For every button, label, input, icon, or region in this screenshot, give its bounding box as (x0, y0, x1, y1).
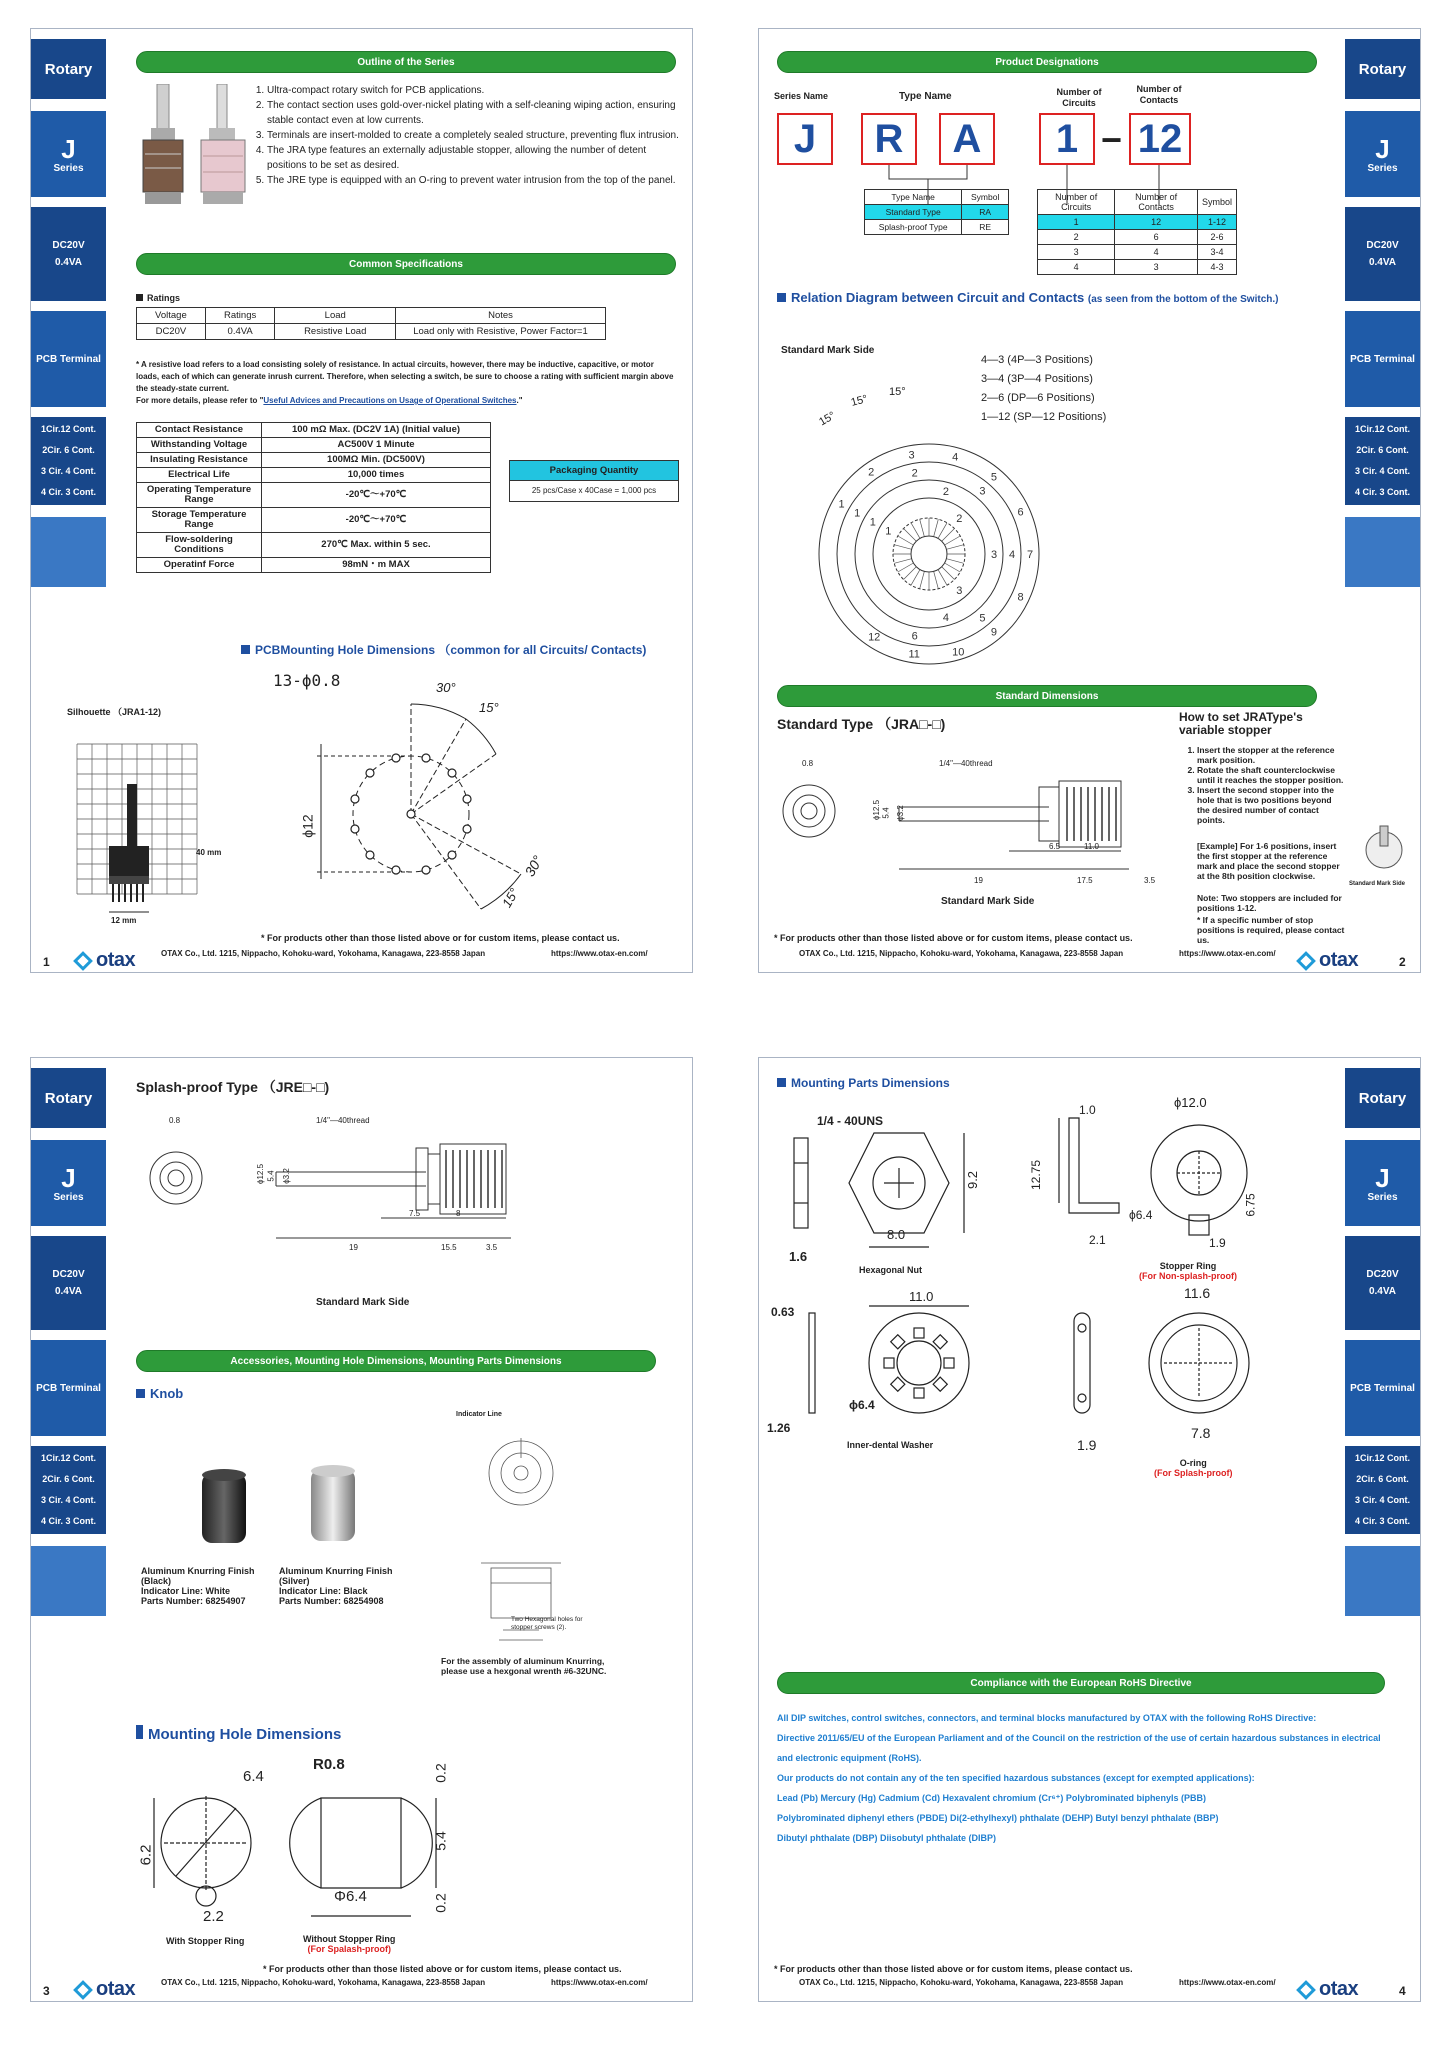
table-cell: 1 (1038, 215, 1115, 230)
dim-label: 11.0 (909, 1289, 934, 1304)
legend-item: 3—4 (3P—4 Positions) (981, 373, 1093, 385)
spec-value: 100 mΩ Max. (DC2V 1A) (Initial value) (262, 423, 491, 438)
outline-item: 2. The contact section uses gold-over-nickel plating with a self-cleaning wiping action, ensuring stable contact even at low currents. (267, 98, 681, 128)
svg-text:4: 4 (942, 611, 949, 624)
dim-label: ϕ3.2 (281, 1168, 291, 1184)
dim-label: 1/4 - 40UNS (817, 1114, 884, 1128)
svg-text:10: 10 (952, 646, 965, 659)
page-3 (30, 1057, 693, 2002)
svg-text:1: 1 (838, 498, 845, 511)
dim-label: 6.4 (243, 1768, 264, 1785)
table-header: Number of Circuits (1038, 190, 1115, 215)
dim-label: 1.9 (1209, 1236, 1226, 1250)
dim-label: 8 (456, 1209, 461, 1218)
svg-text:7: 7 (1027, 549, 1034, 561)
otax-logo[interactable]: otax (76, 1978, 135, 2001)
stopper-step: 1. Insert the stopper at the reference mark position. (1197, 745, 1346, 765)
spec-value: -20℃～+70℃ (262, 483, 491, 508)
company-address: OTAX Co., Ltd. 1215, Nippacho, Kohoku-ward, Yokohama, Kanagawa, 223-8558 Japan (799, 949, 1124, 958)
side-tab-empty[interactable] (31, 1546, 106, 1616)
dim-label: 0.63 (771, 1305, 795, 1319)
dim-label: 0.8 (802, 759, 814, 768)
ratings-label: Ratings (136, 291, 180, 305)
svg-text:1: 1 (885, 525, 892, 538)
dim-label: Φ6.4 (334, 1888, 367, 1905)
splash-type-label: Splash-proof Type （JRE□-□) (136, 1079, 330, 1095)
side-tab-terminal[interactable]: PCB Terminal (1345, 1340, 1420, 1436)
otax-logo[interactable]: otax (1299, 1978, 1358, 2001)
stopper-example: [Example] For 1-6 positions, insert the first stopper at the reference mark and place the second stopper at the 8th position clockwise. (1197, 841, 1340, 881)
table-header: Ratings (205, 308, 275, 324)
dim-label: 15.5 (441, 1243, 457, 1252)
page-4 (758, 1057, 1421, 2002)
dim-label: 5.4 (881, 807, 891, 819)
company-url[interactable]: https://www.otax-en.com/ (1179, 1978, 1276, 1987)
company-url[interactable]: https://www.otax-en.com/ (1179, 949, 1276, 958)
legend-item: 4—3 (4P—3 Positions) (981, 354, 1093, 366)
table-cell: 4 (1038, 260, 1115, 275)
table-cell: Resistive Load (275, 324, 396, 340)
dim-angle: 15° (479, 700, 499, 715)
dim-label: 19 (974, 876, 983, 885)
spec-label: Withstanding Voltage (137, 438, 262, 453)
with-stopper-label: With Stopper Ring (166, 1936, 245, 1946)
stopper-step: 2. Rotate the shaft counterclockwise until it reaches the stopper position. (1197, 765, 1346, 785)
dim-label: 11.6 (1184, 1285, 1211, 1301)
knob-photos (176, 1463, 376, 1553)
dim-label: 1/4"—40thread (939, 759, 993, 768)
oring-drawing (1049, 1298, 1279, 1428)
stopper-step: 3. Insert the second stopper into the hole that is two positions beyond the desired number of contact points. (1197, 785, 1346, 825)
company-address: OTAX Co., Ltd. 1215, Nippacho, Kohoku-ward, Yokohama, Kanagawa, 223-8558 Japan (799, 1978, 1124, 1987)
table-header: Symbol (962, 190, 1009, 205)
col-contacts-label: Number of Contacts (1136, 84, 1182, 105)
dim-label: 2.1 (1089, 1233, 1106, 1247)
packaging-box (509, 460, 679, 502)
table-cell: RA (962, 205, 1009, 220)
custom-note: * For products other than those listed above or for custom items, please contact us. (261, 933, 620, 943)
table-header: Notes (396, 308, 606, 324)
logo-mark-icon (1296, 1980, 1316, 2000)
table-row (137, 558, 491, 573)
spec-label: Operatinf Force (137, 558, 262, 573)
col-series-label: Series Name (774, 91, 829, 101)
legend-item: 2—6 (DP—6 Positions) (981, 392, 1095, 404)
svg-text:3: 3 (991, 549, 998, 561)
dim-label: 1.26 (767, 1421, 791, 1435)
side-tab-empty[interactable] (1345, 517, 1420, 587)
stopper-ring-drawing (1049, 1103, 1279, 1253)
angle-label: 15° (889, 386, 906, 398)
hex-nut-label: Hexagonal Nut (859, 1265, 923, 1275)
stopper-title: How to set JRAType's variable stopper (1179, 710, 1303, 737)
dim-label: 11.0 (1084, 842, 1099, 851)
dim-label: 19 (349, 1243, 358, 1252)
svg-text:2: 2 (942, 486, 949, 499)
dim-label: 7.5 (409, 1209, 421, 1218)
mounting-hole-drawing (146, 1768, 466, 1938)
side-tab-voltage[interactable]: DC20V 0.4VA (31, 1236, 106, 1330)
dim-label: 6.2 (137, 1844, 155, 1866)
table-header: Load (275, 308, 396, 324)
angle-label: 15° (849, 393, 869, 409)
dim-label: ϕ6.4 (849, 1398, 875, 1412)
dim-label: 17.5 (1077, 876, 1093, 885)
std-dim-title: Standard Dimensions (777, 685, 1317, 707)
table-cell: 4 (1115, 245, 1198, 260)
table-cell: Standard Type (865, 205, 962, 220)
dim-holes: 13-ϕ0.8 (273, 671, 341, 690)
svg-text:1: 1 (869, 516, 876, 529)
table-cell: 3 (1038, 245, 1115, 260)
table-header: Voltage (137, 308, 206, 324)
table-header: Number of Contacts (1115, 190, 1198, 215)
table-header: Symbol (1197, 190, 1236, 215)
washer-drawing (779, 1298, 1009, 1428)
spec-label: Storage Temperature Range (137, 508, 262, 533)
side-tab-rotary[interactable]: Rotary (1345, 1068, 1420, 1128)
custom-note: * For products other than those listed above or for custom items, please contact us. (774, 1964, 1133, 1974)
dim-label: R0.8 (313, 1756, 345, 1773)
dim-label: 6.75 (1243, 1193, 1258, 1217)
dim-label: 3.5 (1144, 876, 1156, 885)
std-mark-small: Standard Mark Side (1349, 881, 1406, 887)
designation-title: Product Designations (777, 51, 1317, 73)
outline-list (251, 83, 681, 188)
svg-text:11: 11 (908, 648, 920, 661)
svg-text:4: 4 (1009, 549, 1016, 561)
stopper-note-2: * If a specific number of stop positions is required, please contact us. (1197, 915, 1345, 945)
svg-text:2: 2 (868, 466, 875, 479)
designation-box-series: J (777, 113, 833, 165)
spec-label: Flow-soldering Conditions (137, 533, 262, 558)
otax-logo[interactable]: otax (1299, 949, 1358, 972)
dim-label: 5.4 (266, 1170, 276, 1182)
dim-label: 0.2 (432, 1893, 449, 1913)
side-tab-circuits[interactable]: 1Cir.12 Cont. 2Cir. 6 Cont. 3 Cir. 4 Cont. 4 Cir. 3 Cont. (1345, 1446, 1420, 1534)
spec-label: Operating Temperature Range (137, 483, 262, 508)
company-url[interactable]: https://www.otax-en.com/ (551, 949, 648, 958)
side-tab-series[interactable]: J Series (31, 111, 106, 197)
mounting-parts-title: Mounting Parts Dimensions (777, 1076, 950, 1090)
svg-text:5: 5 (979, 612, 986, 625)
spec-label: Insulating Resistance (137, 453, 262, 468)
outline-item: 1. Ultra-compact rotary switch for PCB applications. (267, 83, 681, 98)
table-cell: DC20V (137, 324, 206, 340)
table-cell: 3-4 (1197, 245, 1236, 260)
dim-label: ϕ12.0 (1174, 1095, 1207, 1110)
table-cell: 3 (1115, 260, 1198, 275)
side-tab-series[interactable]: J Series (1345, 111, 1420, 197)
otax-logo[interactable]: otax (76, 949, 135, 972)
logo-mark-icon (1296, 951, 1316, 971)
page-number: 1 (43, 955, 50, 969)
outline-item: 5. The JRE type is equipped with an O-ring to prevent water intrusion from the top of the panel. (267, 173, 681, 188)
dim-label: 3.5 (486, 1243, 498, 1252)
dim-angle: 30° (521, 852, 546, 880)
designation-box-contacts: 12 (1129, 113, 1191, 165)
svg-text:5: 5 (990, 471, 998, 484)
table-cell: 2 (1038, 230, 1115, 245)
side-tab-voltage[interactable]: DC20V 0.4VA (31, 207, 106, 301)
dim-label: ϕ12.5 (872, 799, 882, 821)
std-mark-caption: Standard Mark Side (941, 896, 1035, 907)
side-tab-terminal[interactable]: PCB Terminal (31, 311, 106, 407)
accessories-title: Accessories, Mounting Hole Dimensions, Mounting Parts Dimensions (136, 1350, 656, 1372)
dim-label: 1.9 (1077, 1437, 1097, 1453)
standard-dim-drawing (779, 759, 1159, 899)
side-tab-circuits[interactable]: 1Cir.12 Cont. 2Cir. 6 Cont. 3 Cir. 4 Cont. 4 Cir. 3 Cont. (31, 1446, 106, 1534)
dim-label: 8.0 (887, 1227, 906, 1242)
dim-angle: 15° (498, 885, 522, 911)
col-type-label: Type Name (899, 91, 952, 102)
svg-text:2: 2 (911, 467, 918, 480)
side-tab-terminal[interactable]: PCB Terminal (31, 1340, 106, 1436)
circuit-table (1037, 189, 1237, 275)
dim-label: 12.75 (1029, 1159, 1044, 1191)
spec-label: Electrical Life (137, 468, 262, 483)
outline-title: Outline of the Series (136, 51, 676, 73)
svg-text:1: 1 (854, 507, 861, 520)
table-cell: Load only with Resistive, Power Factor=1 (396, 324, 606, 340)
dim-label: 0.8 (169, 1116, 181, 1125)
dim-label: 6.5 (1049, 842, 1061, 851)
dim-40mm: 40 mm (196, 848, 222, 857)
indicator-line-label: Indicator Line (456, 1411, 502, 1418)
hex-holes-note: Two Hexagonal holes for stopper screws (2). (511, 1616, 583, 1631)
table-row (137, 453, 491, 468)
mounting-hole-title: Mounting Hole Dimensions (136, 1725, 341, 1743)
angle-label: 15° (817, 409, 838, 429)
dim-label: 7.8 (1191, 1425, 1211, 1441)
silhouette-grid (67, 734, 227, 924)
silhouette-label: Silhouette （JRA1-12) (67, 707, 162, 717)
stopper-ring-label: Stopper Ring (For Non-splash-proof) (1139, 1261, 1237, 1281)
designation-box-circuits: 1 (1039, 113, 1095, 165)
page-number: 2 (1399, 955, 1406, 969)
knob-silver-desc: Aluminum Knurring Finish (Silver) Indicator Line: Black Parts Number: 68254908 (279, 1566, 393, 1606)
page-number: 3 (43, 1984, 50, 1998)
type-table (864, 189, 1009, 235)
svg-text:8: 8 (1017, 591, 1024, 604)
knob-black-desc: Aluminum Knurring Finish (Black) Indicator Line: White Parts Number: 68254907 (141, 1566, 255, 1606)
page-number: 4 (1399, 1984, 1406, 1998)
svg-text:12: 12 (868, 631, 881, 644)
relation-diagram (799, 399, 1059, 699)
page-1 (30, 28, 693, 973)
dim-label: 9.2 (965, 1170, 981, 1190)
table-cell: 2-6 (1197, 230, 1236, 245)
outline-item: 4. The JRA type features an externally adjustable stopper, allowing the number of detent positions to be set as desired. (267, 143, 681, 173)
stopper-note: Note: Two stoppers are included for positions 1-12. (1197, 893, 1342, 913)
spec-label: Contact Resistance (137, 423, 262, 438)
side-tab-voltage[interactable]: DC20V 0.4VA (1345, 1236, 1420, 1330)
spec-table (136, 422, 491, 573)
table-row (137, 533, 491, 558)
side-tab-terminal[interactable]: PCB Terminal (1345, 311, 1420, 407)
table-cell: 4-3 (1197, 260, 1236, 275)
spec-value: -20℃～+70℃ (262, 508, 491, 533)
dim-label: 2.2 (203, 1908, 224, 1925)
packaging-value: 25 pcs/Case x 40Case = 1,000 pcs (531, 486, 657, 495)
custom-note: * For products other than those listed above or for custom items, please contact us. (774, 933, 1133, 943)
table-row (137, 438, 491, 453)
oring-label: O-ring (For Splash-proof) (1154, 1458, 1233, 1478)
without-stopper-label: Without Stopper Ring (For Spalash-proof) (303, 1934, 396, 1954)
washer-label: Inner-dental Washer (847, 1440, 934, 1450)
svg-text:3: 3 (908, 449, 915, 462)
dim-label: ϕ12.5 (256, 1163, 266, 1185)
hole-dim-title: PCBMounting Hole Dimensions （common for all Circuits/ Contacts) (241, 641, 646, 658)
resistive-note: * A resistive load refers to a load consisting solely of resistance. In actual circuits, however, there may be inductive, capacitive, or motor loads, each of which can generate inrush current. Therefore, when selecting a switch, be sure to choose a rating with sufficient margin above the steady-state current. (136, 360, 674, 393)
custom-note: * For products other than those listed above or for custom items, please contact us. (263, 1964, 622, 1974)
legend-item: 1—12 (SP—12 Positions) (981, 411, 1107, 423)
designation-box-type2: A (939, 113, 995, 165)
spec-value: 98mN・m MAX (262, 558, 491, 573)
side-tab-series[interactable]: J Series (31, 1140, 106, 1226)
svg-text:3: 3 (979, 485, 986, 498)
table-cell: Splash-proof Type (865, 220, 962, 235)
stopper-illustration (1354, 824, 1414, 874)
side-tab-empty[interactable] (31, 517, 106, 587)
svg-text:2: 2 (956, 512, 963, 525)
table-cell: 6 (1115, 230, 1198, 245)
side-tab-empty[interactable] (1345, 1546, 1420, 1616)
packaging-title: Packaging Quantity (510, 461, 678, 481)
table-row (137, 483, 491, 508)
designation-box-type1: R (861, 113, 917, 165)
dim-label: 1.0 (1079, 1103, 1096, 1117)
designation-dash: − (1101, 119, 1123, 160)
logo-mark-icon (73, 951, 93, 971)
rohs-title: Compliance with the European RoHS Directive (777, 1672, 1385, 1694)
spec-value: 270℃ Max. within 5 sec. (262, 533, 491, 558)
assembly-note: For the assembly of aluminum Knurring, please use a hexgonal wrenth #6-32UNC. (441, 1656, 607, 1676)
svg-text:6: 6 (911, 630, 918, 643)
col-circuits-label: Number of Circuits (1056, 87, 1102, 108)
side-tab-series[interactable]: J Series (1345, 1140, 1420, 1226)
svg-text:4: 4 (952, 451, 959, 464)
table-header: Type Name (865, 190, 962, 205)
dim-label: 0.2 (432, 1763, 449, 1783)
table-cell: 0.4VA (205, 324, 275, 340)
dim-label: ϕ6.4 (1129, 1208, 1153, 1222)
spec-value: 10,000 times (262, 468, 491, 483)
std-type-label: Standard Type （JRA□-□) (777, 716, 946, 732)
stopper-steps (1181, 745, 1346, 825)
table-cell: 12 (1115, 215, 1198, 230)
svg-text:3: 3 (956, 585, 963, 598)
company-address: OTAX Co., Ltd. 1215, Nippacho, Kohoku-ward, Yokohama, Kanagawa, 223-8558 Japan (161, 949, 486, 958)
company-url[interactable]: https://www.otax-en.com/ (551, 1978, 648, 1987)
std-mark-caption: Standard Mark Side (316, 1297, 410, 1308)
company-address: OTAX Co., Ltd. 1215, Nippacho, Kohoku-ward, Yokohama, Kanagawa, 223-8558 Japan (161, 1978, 486, 1987)
dim-angle: 30° (436, 680, 456, 695)
dim-12mm: 12 mm (111, 916, 137, 925)
rohs-text: All DIP switches, control switches, connectors, and terminal blocks manufactured by OTAX with the following RoHS Directive: Directive 2011/65/EU of the European Parliament and of the Council on the restriction of the use of certain hazardous substances in electrical and electronic equipment (RoHS). Our products do not contain any of the ten specified hazardous substances (except for exempted applications): Lead (Pb) Mercury (Hg) Cadmium (Cd) Hexavalent chromium (Cr⁶⁺) Polybrominated biphenyls (PBB) Polybrominated diphenyl ethers (PBDE) Di(2-ethylhexyl) phthalate (DEHP) Butyl benzyl phthalate (BBP) Dibutyl phthalate (DBP) Diisobutyl phthalate (DIBP) (777, 1713, 1381, 1843)
side-tab-voltage[interactable]: DC20V 0.4VA (1345, 207, 1420, 301)
dim-label: 5.4 (432, 1831, 449, 1851)
svg-text:6: 6 (1017, 506, 1024, 519)
spec-value: 100MΩ Min. (DC500V) (262, 453, 491, 468)
table-row (137, 468, 491, 483)
spec-value: AC500V 1 Minute (262, 438, 491, 453)
outline-item: 3. Terminals are insert-molded to create a completely sealed structure, preventing flux intrusion. (267, 128, 681, 143)
ratings-table (136, 307, 606, 340)
page-2 (758, 28, 1421, 973)
side-tab-circuits[interactable]: 1Cir.12 Cont. 2Cir. 6 Cont. 3 Cir. 4 Cont. 4 Cir. 3 Cont. (31, 417, 106, 505)
details-note: For more details, please refer to "Useful Advices and Precautions on Usage of Operational Switches." (136, 396, 523, 405)
table-row (137, 508, 491, 533)
side-tab-rotary[interactable]: Rotary (1345, 39, 1420, 99)
logo-mark-icon (73, 1980, 93, 2000)
table-cell: RE (962, 220, 1009, 235)
svg-text:9: 9 (990, 626, 998, 639)
std-mark-side-label: Standard Mark Side (781, 345, 875, 356)
side-tab-rotary[interactable]: Rotary (31, 39, 106, 99)
precautions-link[interactable]: Useful Advices and Precautions on Usage of Operational Switches (263, 396, 517, 405)
dim-diameter: ϕ12 (299, 814, 316, 838)
dim-label: 1.6 (789, 1249, 808, 1264)
dim-label: ϕ3.2 (895, 805, 905, 821)
side-tab-rotary[interactable]: Rotary (31, 1068, 106, 1128)
relation-title: Relation Diagram between Circuit and Contacts (as seen from the bottom of the Switch.) (777, 290, 1278, 305)
side-tab-circuits[interactable]: 1Cir.12 Cont. 2Cir. 6 Cont. 3 Cir. 4 Cont. 4 Cir. 3 Cont. (1345, 417, 1420, 505)
table-cell: 1-12 (1197, 215, 1236, 230)
table-row (137, 423, 491, 438)
hole-pattern-drawing (281, 674, 581, 934)
common-spec-title: Common Specifications (136, 253, 676, 275)
knob-title: Knob (136, 1386, 183, 1401)
dim-label: 1/4"—40thread (316, 1116, 370, 1125)
